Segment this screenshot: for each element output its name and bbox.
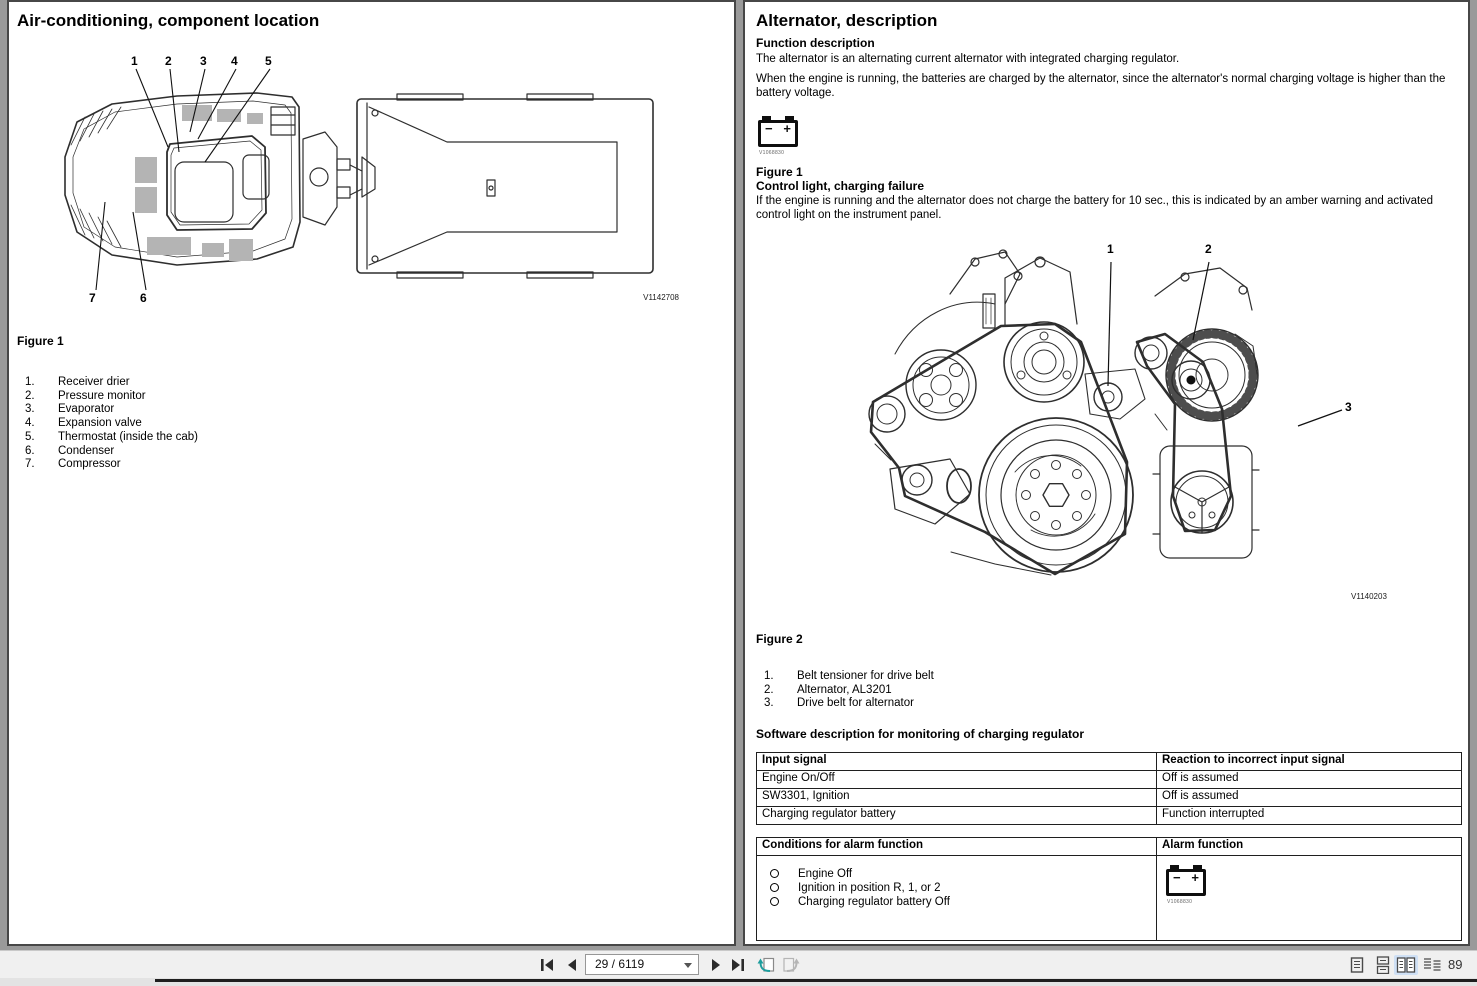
facing-layout-icon [1396, 956, 1416, 974]
legend-num: 2. [764, 683, 774, 696]
battery-icon [758, 120, 798, 147]
callout-3: 3 [1345, 400, 1352, 414]
legend-label: Belt tensioner for drive belt [797, 670, 934, 682]
single-page-layout-icon [1348, 956, 1366, 974]
callout-3: 3 [200, 54, 207, 68]
battery-warning-symbol [758, 120, 798, 156]
ac-component-location-diagram [57, 47, 682, 317]
alarm-cell [1157, 856, 1462, 941]
next-view-icon [781, 956, 801, 974]
circle-bullet-icon [770, 897, 779, 906]
callout-7: 7 [89, 291, 96, 305]
table-header: Reaction to incorrect input signal [1157, 753, 1462, 771]
paragraph: The alternator is an alternating current alternator with integrated charging regulator. [756, 53, 1180, 65]
page-title: Air-conditioning, component location [17, 11, 320, 30]
condition-item: Ignition in position R, 1, or 2 [798, 882, 941, 895]
table-cell: Charging regulator battery [757, 807, 1157, 825]
callout-2: 2 [165, 54, 172, 68]
zoom-level-value: 89 [1448, 957, 1463, 972]
legend-num: 4. [25, 417, 35, 430]
circle-bullet-icon [770, 869, 779, 878]
legend-label: Thermostat (inside the cab) [58, 430, 198, 443]
table-header: Alarm function [1157, 838, 1462, 856]
table-row [757, 807, 1462, 825]
figure1-caption: Figure 1 [756, 165, 803, 179]
figure-image-id: V1142708 [643, 293, 679, 302]
symbol-image-id: V1068830 [1167, 899, 1193, 905]
last-page-button[interactable] [727, 955, 749, 975]
next-page-button[interactable] [704, 955, 726, 975]
callout-6: 6 [140, 291, 147, 305]
figure-legend [25, 376, 198, 472]
page-number-input[interactable] [585, 954, 699, 975]
callout-1: 1 [1107, 242, 1114, 256]
table-cell: Off is assumed [1157, 789, 1462, 807]
table-row [757, 771, 1462, 789]
callout-1: 1 [131, 54, 138, 68]
callout-4: 4 [231, 54, 238, 68]
page-title: Alternator, description [756, 11, 938, 30]
figure2-legend [764, 670, 934, 711]
alarm-function-table [756, 837, 1462, 941]
previous-view-icon [756, 956, 776, 974]
horizontal-scrollbar[interactable] [0, 978, 1477, 986]
next-page-icon [706, 956, 724, 974]
condition-item: Charging regulator battery Off [798, 896, 950, 909]
page-number-value: 29 / 6119 [595, 957, 645, 971]
plus-sign: + [783, 121, 791, 136]
facing-continuous-layout-icon [1422, 956, 1442, 974]
figure-caption: Figure 1 [17, 334, 64, 348]
figure-image-id: V1140203 [1351, 592, 1387, 601]
alternator-belt-drive-diagram [855, 234, 1467, 612]
table-cell: Function interrupted [1157, 807, 1462, 825]
figure2-caption: Figure 2 [756, 632, 803, 646]
conditions-cell [757, 856, 1157, 941]
single-page-layout-button[interactable] [1345, 955, 1369, 975]
legend-label: Compressor [58, 458, 121, 471]
page-dropdown-caret-icon[interactable] [684, 963, 692, 968]
figure1-body: If the engine is running and the alternator does not charge the battery for 10 sec., this is indicated by an amber warning and activated control light on the instrument panel. [756, 195, 1434, 221]
circle-bullet-icon [770, 883, 779, 892]
legend-num: 7. [25, 458, 35, 471]
callout-5: 5 [265, 54, 272, 68]
table-header: Input signal [757, 753, 1157, 771]
legend-label: Evaporator [58, 403, 115, 416]
table-row [757, 789, 1462, 807]
legend-label: Condenser [58, 444, 115, 457]
minus-sign: − [765, 121, 773, 136]
first-page-icon [538, 956, 556, 974]
condition-item: Engine Off [798, 868, 853, 880]
legend-num: 1. [764, 670, 774, 682]
table-row [757, 856, 1462, 941]
legend-label: Pressure monitor [58, 389, 146, 402]
continuous-layout-icon [1374, 956, 1392, 974]
continuous-layout-button[interactable] [1371, 955, 1395, 975]
table-cell: Off is assumed [1157, 771, 1462, 789]
battery-icon [1166, 869, 1206, 896]
viewer-toolbar [0, 950, 1477, 978]
symbol-image-id: V1068830 [759, 150, 785, 156]
document-page-left [7, 0, 736, 946]
next-view-button[interactable] [780, 955, 802, 975]
section-heading: Function description [756, 36, 875, 50]
first-page-button[interactable] [536, 955, 558, 975]
legend-num: 6. [25, 444, 35, 457]
plus-sign: + [1191, 870, 1199, 885]
legend-label: Alternator, AL3201 [797, 683, 892, 696]
legend-num: 3. [25, 403, 35, 416]
figure1-subtitle: Control light, charging failure [756, 179, 924, 193]
legend-num: 2. [25, 389, 35, 402]
callout-2: 2 [1205, 242, 1212, 256]
facing-continuous-layout-button[interactable] [1420, 955, 1444, 975]
table-cell: SW3301, Ignition [757, 789, 1157, 807]
last-page-icon [729, 956, 747, 974]
legend-num: 1. [25, 376, 35, 388]
software-heading: Software description for monitoring of charging regulator [756, 727, 1085, 741]
document-page-right [743, 0, 1470, 946]
legend-label: Drive belt for alternator [797, 697, 914, 710]
scrollbar-thumb[interactable] [155, 979, 1477, 982]
legend-num: 5. [25, 430, 35, 443]
previous-view-button[interactable] [755, 955, 777, 975]
previous-page-icon [564, 956, 582, 974]
legend-label: Expansion valve [58, 417, 142, 430]
legend-num: 3. [764, 697, 774, 710]
minus-sign: − [1173, 870, 1181, 885]
paragraph: When the engine is running, the batteries are charged by the alternator, since the alternator's normal charging voltage is higher than the battery voltage. [756, 73, 1446, 99]
previous-page-button[interactable] [562, 955, 584, 975]
table-cell: Engine On/Off [757, 771, 1157, 789]
legend-label: Receiver drier [58, 376, 130, 388]
table-header: Conditions for alarm function [757, 838, 1157, 856]
facing-layout-button[interactable] [1394, 955, 1418, 975]
input-signal-table [756, 752, 1462, 825]
